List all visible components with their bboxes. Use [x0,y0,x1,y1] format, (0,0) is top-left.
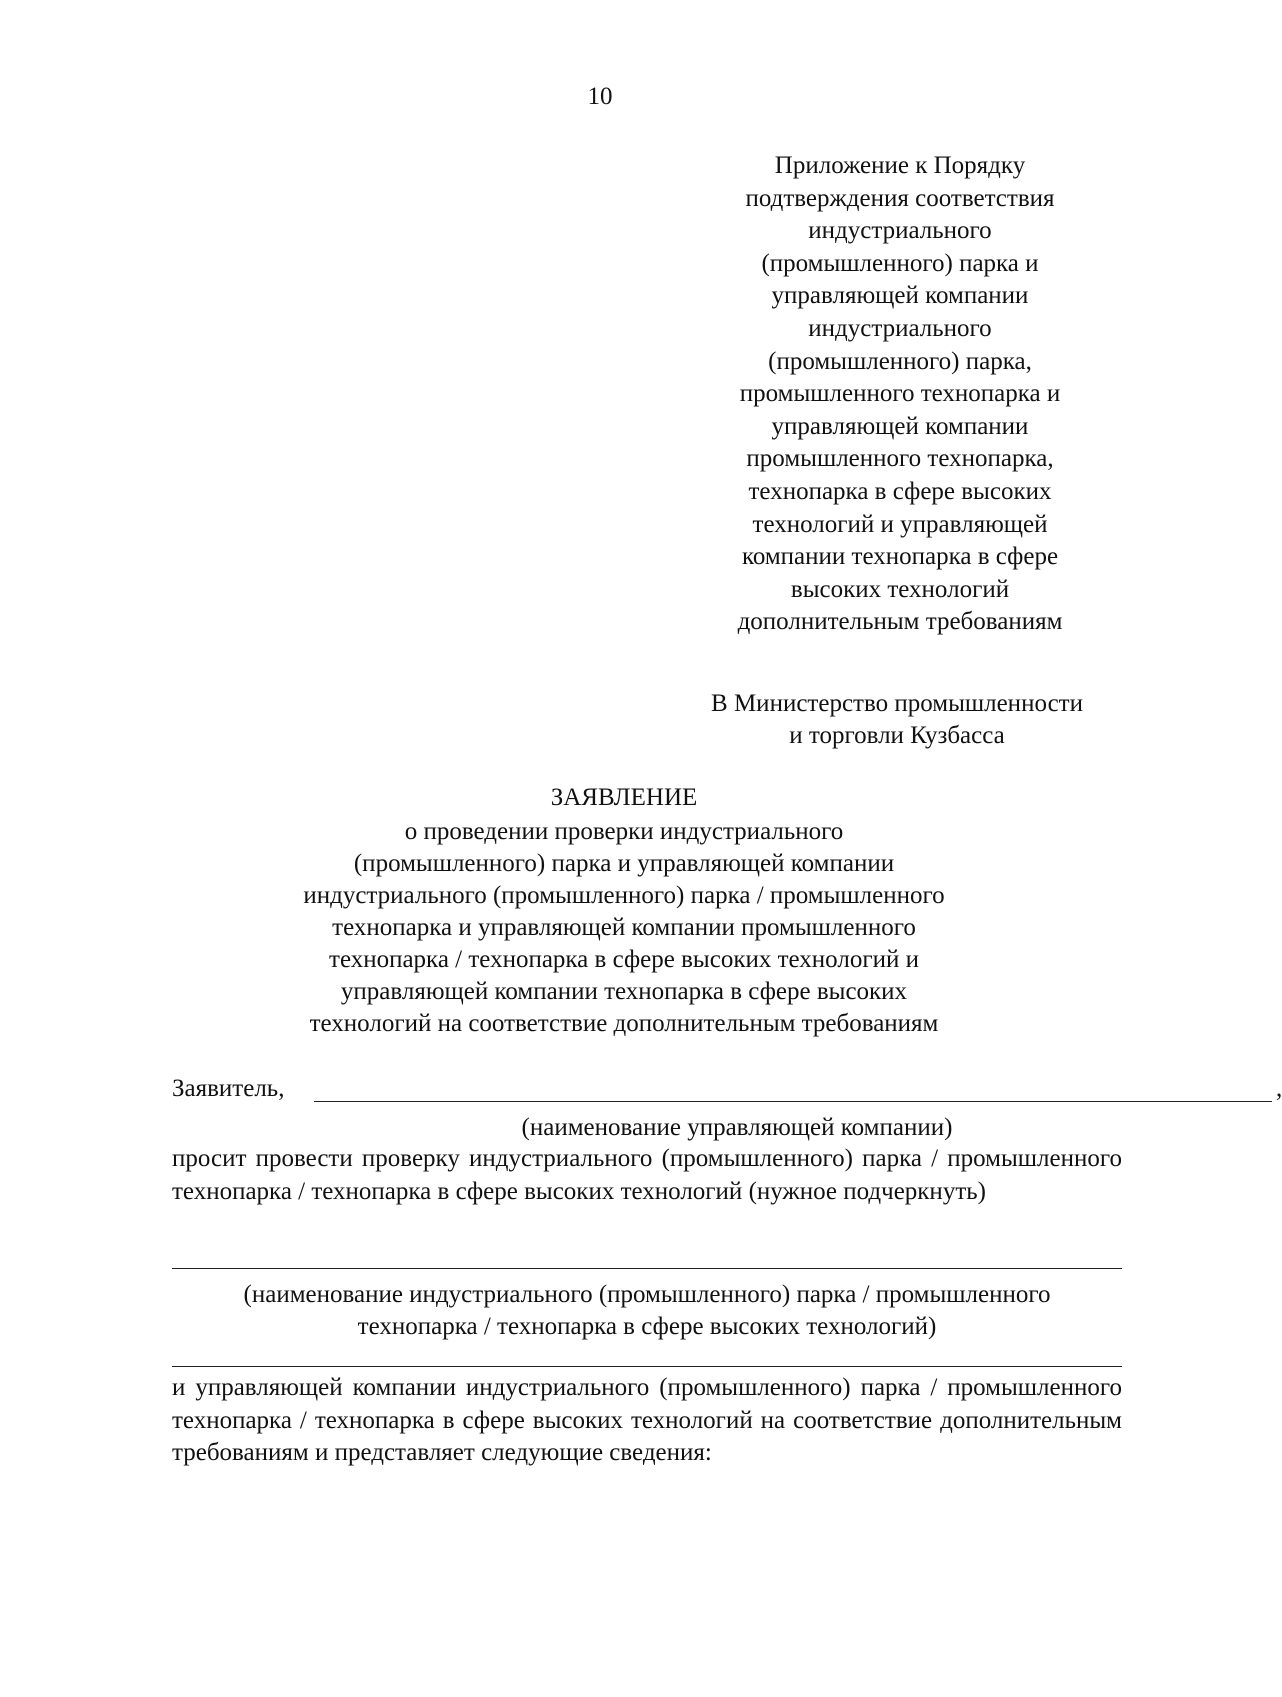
park-name-blank-line[interactable] [172,1268,1122,1269]
appendix-line: компании технопарка в сфере [741,543,1059,571]
subtitle-line: о проведении проверки индустриального [404,818,844,845]
appendix-line: промышленного технопарка и [739,380,1061,408]
addressee-line: В Министерство промышленности [711,690,1083,717]
document-subtitle [0,816,1248,1040]
appendix-line: Приложение к Порядку [774,152,1026,179]
applicant-comma: , [1276,1075,1282,1102]
appendix-line: (промышленного) парка, [768,347,1032,375]
park-caption-line: технопарка / технопарка в сфере высоких технологий) [357,1313,937,1340]
appendix-line: высоких технологий [790,575,1010,603]
subtitle-line: технопарка / технопарка в сфере высоких технологий и [329,946,919,973]
subtitle-line: (промышленного) парка и управляющей компании [353,850,895,877]
appendix-line: технопарка в сфере высоких [748,477,1052,505]
appendix-line: управляющей компании [771,412,1029,440]
applicant-row [172,1073,1282,1107]
appendix-line: управляющей компании [771,282,1029,310]
page-number: 10 [587,83,613,110]
applicant-caption: (наименование управляющей компании) [521,1114,953,1141]
applicant-label: Заявитель, [172,1075,285,1102]
park-caption-line: (наименование индустриального (промышленного) парка / промышленного [243,1281,1051,1308]
subtitle-line: управляющей компании технопарка в сфере высоких [340,978,908,1005]
park-name-blank-line-2[interactable] [172,1366,1122,1367]
appendix-line: технологий и управляющей [752,510,1048,538]
document-title: ЗАЯВЛЕНИЕ [550,784,698,811]
subtitle-line: технологий на соответствие дополнительным требованиям [309,1010,939,1037]
park-name-caption [172,1279,1122,1343]
request-paragraph: просит провести проверку индустриального (промышленного) парка / промышленного технопарка / технопарка в сфере высоких технологий (нужное подчеркнуть) [172,1145,1122,1205]
subtitle-line: технопарка и управляющей компании промышленного [332,914,916,941]
appendix-line: индустриального [808,217,992,245]
appendix-line: (промышленного) парка и [761,249,1039,277]
appendix-line: индустриального [808,314,992,342]
subtitle-line: индустриального (промышленного) парка / промышленного [303,882,945,909]
appendix-line: промышленного технопарка, [746,445,1054,473]
addressee-line: и торговли Кузбасса [789,722,1005,749]
appendix-reference [690,150,1110,639]
appendix-line: дополнительным требованиям [737,608,1063,636]
appendix-line: подтверждения соответствия [745,184,1055,212]
applicant-name-blank-line[interactable] [314,1101,1272,1102]
management-company-paragraph: и управляющей компании индустриального (промышленного) парка / промышленного технопарка / технопарка в сфере высоких технологий на соответствие дополнительным требованиям и представляет следующие сведения: [172,1374,1122,1466]
addressee [672,688,1122,752]
